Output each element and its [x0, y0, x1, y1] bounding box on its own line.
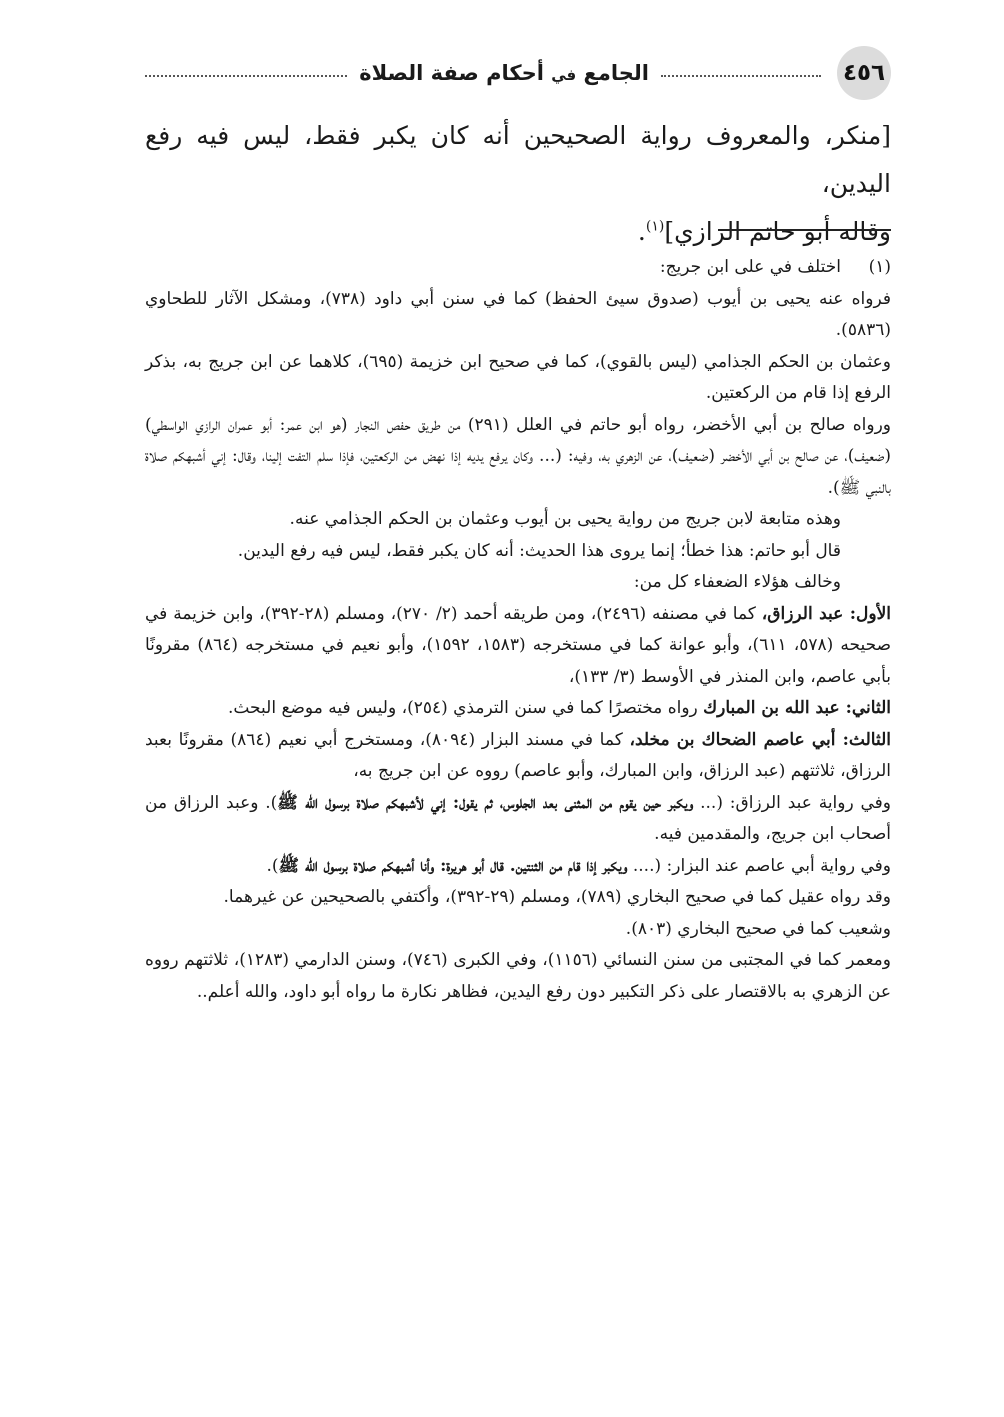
footnotes	[145, 252, 891, 1008]
footnote-1-number: (١)	[868, 257, 891, 277]
second-narrator-label: الثاني: عبد الله بن المبارك	[703, 698, 891, 718]
book-title-part1: الجامع	[583, 61, 649, 85]
book-title	[359, 61, 649, 85]
main-line-2	[145, 208, 891, 256]
footnote-para: ومعمر كما في المجتبى من سنن النسائي (١١٥٦)، وفي الكبرى (٧٤٦)، وسنن الدارمي (١٢٨٣)، ثلاثتهم رووه عن الزهري به بالاقتصار على ذكر التكبير دون رفع اليدين، فظاهر نكارة ما رواه أبو داود، والله أعلم..	[145, 950, 891, 1002]
book-title-part3: أحكام صفة الصلاة	[359, 61, 544, 85]
footnote-para: ورواه صالح بن أبي الأخضر، رواه أبو حاتم في العلل (٢٩١) من طريق حفص النجار (هو ابن عمر: أبو عمران الرازي الواسطي) (ضعيف)، عن صالح بن أبي الأخضر (ضعيف)، عن الزهري به، وفيه: (... وكان يرفع يديه إذا نهض من الركعتين، فإذا سلم التفت إلينا، وقال: إني أشبهكم صلاة بالنبي ﷺ).	[145, 414, 892, 498]
footnote-para: فرواه عنه يحيى بن أيوب (صدوق سيئ الحفظ) كما في سنن أبي داود (٧٣٨)، ومشكل الآثار للطحاوي (٥٨٣٦).	[145, 288, 891, 340]
footnote-para: وهذه متابعة لابن جريج من رواية يحيى بن أيوب وعثمان بن الحكم الجذامي عنه.	[289, 509, 841, 529]
page-number-badge	[837, 46, 891, 100]
first-narrator-text: كما في مصنفه (٢٤٩٦)، ومن طريقه أحمد (٢/ ٢٧٠)، ومسلم (٢٨-٣٩٢)، وابن خزيمة في صحيحه (٥٧٨، ٦١١)، وأبو عوانة كما في مستخرجه (١٥٨٣، ١٥٩٢)، وأبو نعيم في مستخرجه (٨٦٤) مقرونًا بأبي عاصم، وابن المنذر في الأوسط (٣/ ١٣٣)،	[145, 603, 892, 687]
footnote-para: وقد رواه عقيل كما في صحيح البخاري (٧٨٩)، ومسلم (٢٩-٣٩٢)، وأكتفي بالصحيحين عن غيرهما.	[223, 887, 891, 907]
quote-bold: ويكبر إذا قام من الثنتين. قال أبو هريرة: وأنا أشبهكم صلاة برسول الله ﷺ	[278, 855, 628, 876]
quote-tail: ). وعبد الرزاق من أصحاب ابن جريج، والمقدمين فيه.	[145, 792, 891, 844]
footnote-para: قال أبو حاتم: هذا خطأ؛ إنما يروى هذا الحديث: أنه كان يكبر فقط، ليس فيه رفع اليدين.	[237, 540, 841, 561]
footnote-1-heading	[145, 252, 891, 284]
footnote-para-third	[145, 725, 891, 788]
main-line-2-text: وقاله أبو حاتم الرازي]	[664, 217, 891, 246]
book-title-part2: في	[551, 66, 577, 84]
main-line-1: [منكر، والمعروف رواية الصحيحين أنه كان يكبر فقط، ليس فيه رفع اليدين،	[145, 121, 891, 198]
footnote-para-abdulrazzaq	[145, 788, 891, 851]
quote-bold: ويكبر حين يقوم من المثنى بعد الجلوس، ثم يقول: إني لأشبهكم صلاة برسول الله ﷺ	[277, 792, 694, 813]
dotted-leader-right	[661, 75, 821, 77]
footnote-para: وخالف هؤلاء الضعفاء كل من:	[633, 572, 841, 592]
footnote-para-abuasim	[145, 851, 891, 883]
dotted-leader-left	[145, 75, 347, 77]
first-narrator-label: الأول: عبد الرزاق،	[761, 603, 891, 624]
page-number: ٤٥٦	[842, 60, 886, 86]
running-title	[145, 46, 821, 100]
quote-intro: وفي رواية عبد الرزاق: (...	[693, 792, 891, 813]
main-line-2-end: .	[637, 217, 646, 246]
quote-tail: ).	[266, 855, 279, 876]
page-header	[145, 46, 891, 106]
footnote-para: وعثمان بن الحكم الجذامي (ليس بالقوي)، كما في صحيح ابن خزيمة (٦٩٥)، كلاهما عن ابن جريج به، بذكر الرفع إذا قام من الركعتين.	[145, 351, 891, 403]
main-text	[145, 112, 891, 256]
footnote-para-first	[145, 599, 891, 694]
quote-intro: وفي رواية أبي عاصم عند البزار: (....	[627, 855, 891, 876]
third-narrator-text: كما في مسند البزار (٨٠٩٤)، ومستخرج أبي نعيم (٨٦٤) مقرونًا بعبد الرزاق، ثلاثتهم (عبد الرزاق، وابن المبارك، وأبو عاصم) رووه عن ابن جريج به،	[145, 729, 891, 781]
footnote-separator	[718, 229, 891, 231]
footnote-para-second	[145, 693, 891, 725]
second-narrator-text: رواه مختصرًا كما في سنن الترمذي (٢٥٤)، وليس فيه موضع البحث.	[227, 698, 704, 718]
footnote-para: وشعيب كما في صحيح البخاري (٨٠٣).	[625, 918, 891, 939]
footnote-1-intro: اختلف في على ابن جريج:	[659, 257, 841, 277]
third-narrator-label: الثالث: أبي عاصم الضحاك بن مخلد،	[629, 729, 891, 750]
footnote-ref[interactable]: (١)	[645, 218, 665, 235]
